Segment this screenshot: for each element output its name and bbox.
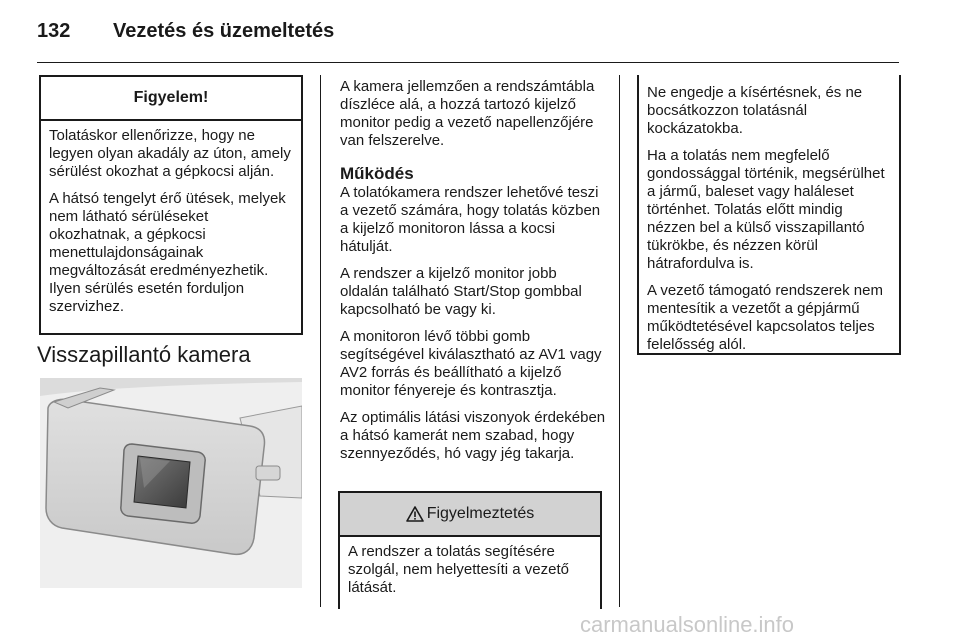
- attention-box: [39, 75, 303, 335]
- intro-paragraph: A kamera jellemzően a rendszámtábla díszléce alá, a hozzá tartozó kijelző monitor pedig a vezető napellenzőjére van felszerelve.: [340, 78, 595, 149]
- attention-paragraph: A hátsó tengelyt érő ütések, melyek nem látható sérüléseket okozhatnak, a gépkocsi menettulajdonságainak megváltozását eredményezhetik. Ilyen sérülés esetén forduljon szervizhez.: [49, 190, 286, 315]
- operation-paragraph: A tolatókamera rendszer lehetővé teszi a vezető számára, hogy tolatás közben a kijelző monitoron lássa a kocsi hátulját.: [340, 184, 601, 255]
- sun-visor-monitor-drawing: [40, 378, 302, 588]
- warning-box: [338, 491, 602, 609]
- attention-box-title: Figyelem!: [41, 77, 301, 121]
- operation-paragraph: A rendszer a kijelző monitor jobb oldalán található Start/Stop gombbal kapcsolható be vagy ki.: [340, 265, 582, 318]
- attention-paragraph: Tolatáskor ellenőrizze, hogy ne legyen olyan akadály az úton, amely sérülést okozhat a gépkocsi alján.: [49, 127, 291, 180]
- subheading-operation: Működés: [340, 164, 414, 183]
- sun-visor-monitor-illustration: [40, 378, 302, 588]
- operation-paragraph: A monitoron lévő többi gomb segítségével kiválasztható az AV1 vagy AV2 forrás és beállítható a kijelző monitor fényereje és kontrasztja.: [340, 328, 602, 399]
- column-divider-left: [320, 75, 321, 607]
- page-number: 132: [37, 20, 71, 42]
- warning-continued-paragraph: A vezető támogató rendszerek nem mentesítik a vezetőt a gépjármű működtetésével kapcsolatos teljes felelősség alól.: [647, 282, 883, 353]
- warning-paragraph: A rendszer a tolatás segítésére szolgál, nem helyettesíti a vezető látását.: [348, 543, 569, 596]
- warning-continued-paragraph: Ne engedje a kísértésnek, és ne bocsátkozzon tolatásnál kockázatokba.: [647, 84, 863, 137]
- warning-continued-paragraph: Ha a tolatás nem megfelelő gondossággal történik, megsérülhet a jármű, baleset vagy haláleset történhet. Tolatás előtt mindig nézzen bel a külső visszapillantó tükrökbe, és nézzen körül hátrafordulva is.: [647, 147, 885, 272]
- column-divider-right: [619, 75, 620, 607]
- watermark: carmanualsonline.info: [580, 612, 795, 637]
- warning-box-title: Figyelmeztetés: [426, 505, 535, 522]
- operation-paragraph: Az optimális látási viszonyok érdekében a hátsó kamerát nem szabad, hogy szennyeződés, hó vagy jég takarja.: [340, 409, 606, 462]
- warning-triangle-icon: [406, 506, 424, 522]
- attention-box-body: [41, 121, 301, 322]
- section-title: Visszapillantó kamera: [37, 342, 251, 367]
- page-heading: Vezetés és üzemeltetés: [113, 20, 335, 42]
- middle-column: [340, 78, 608, 472]
- warning-box-continued: [637, 75, 901, 355]
- warning-continued-body: [639, 75, 899, 360]
- warning-box-body: [340, 537, 600, 603]
- header-rule: [37, 62, 899, 63]
- warning-box-header: [340, 493, 600, 537]
